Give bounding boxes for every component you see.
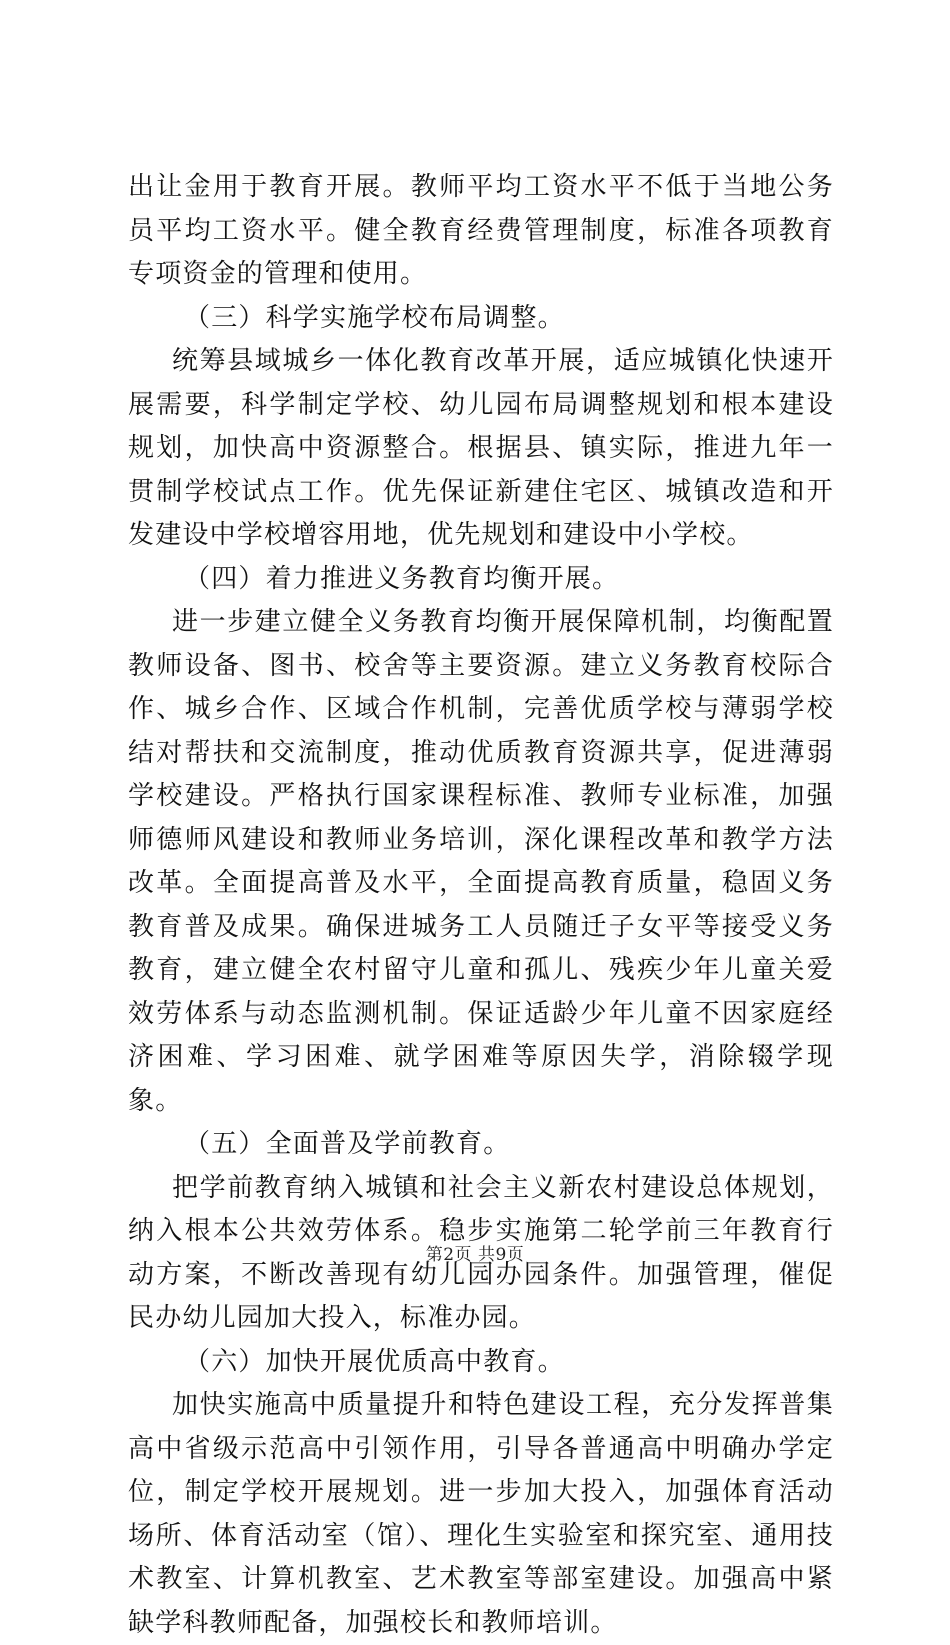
paragraph-school-layout: 统筹县域城乡一体化教育改革开展，适应城镇化快速开展需要，科学制定学校、幼儿园布局调整规划和根本建设规划，加快高中资源整合。根据县、镇实际，推进九年一贯制学校试点工作。优先保证新建住宅区、城镇改造和开发建设中学校增容用地，优先规划和建设中小学校。: [128, 346, 834, 550]
section-heading-4: （四）着力推进义务教育均衡开展。: [184, 563, 620, 594]
paragraph-preschool-education: 把学前教育纳入城镇和社会主义新农村建设总体规划，纳入根本公共效劳体系。稳步实施第二轮学前三年教育行动方案，不断改善现有幼儿园办园条件。加强管理，催促民办幼儿园加大投入，标准办园。: [128, 1172, 834, 1333]
page-number-footer: 第2页 共9页: [425, 1245, 525, 1265]
section-heading-6: （六）加快开展优质高中教育。: [184, 1346, 565, 1377]
paragraph-compulsory-education: 进一步建立健全义务教育均衡开展保障机制，均衡配置教师设备、图书、校舍等主要资源。建立义务教育校际合作、城乡合作、区域合作机制，完善优质学校与薄弱学校结对帮扶和交流制度，推动优质教育资源共享，促进薄弱学校建设。严格执行国家课程标准、教师专业标准，加强师德师风建设和教师业务培训，深化课程改革和教学方法改革。全面提高普及水平，全面提高教育质量，稳固义务教育普及成果。确保进城务工人员随迁子女平等接受义务教育，建立健全农村留守儿童和孤儿、残疾少年儿童关爱效劳体系与动态监测机制。保证适龄少年儿童不因家庭经济困难、学习困难、就学困难等原因失学，消除辍学现象。: [128, 607, 834, 1116]
section-heading-3: （三）科学实施学校布局调整。: [184, 302, 565, 333]
paragraph-continuation: 出让金用于教育开展。教师平均工资水平不低于当地公务员平均工资水平。健全教育经费管理制度，标准各项教育专项资金的管理和使用。: [128, 172, 834, 289]
document-body: [128, 166, 834, 1645]
section-heading-5: （五）全面普及学前教育。: [184, 1129, 511, 1159]
paragraph-high-school-education: 加快实施高中质量提升和特色建设工程，充分发挥普集高中省级示范高中引领作用，引导各普通高中明确办学定位，制定学校开展规划。进一步加大投入，加强体育活动场所、体育活动室（馆）、理化生实验室和探究室、通用技术教室、计算机教室、艺术教室等部室建设。加强高中紧缺学科教师配备，加强校长和教师培训。: [128, 1390, 834, 1638]
